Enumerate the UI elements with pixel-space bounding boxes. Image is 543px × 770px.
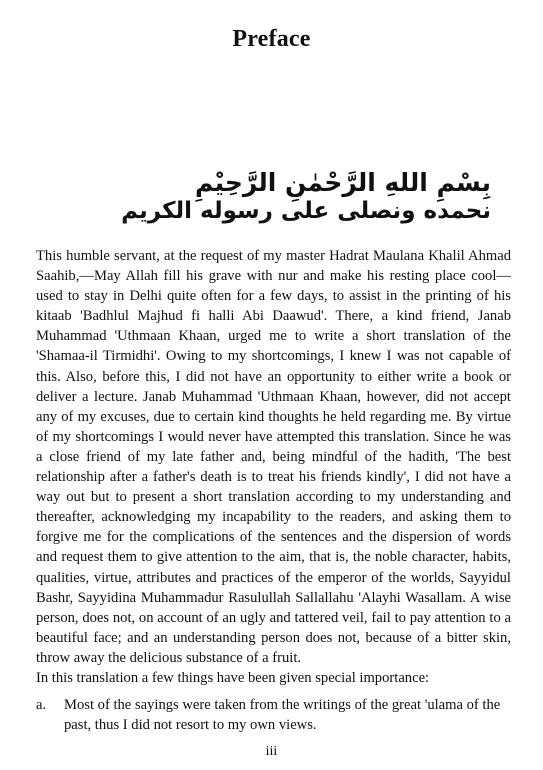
- list-marker: a.: [36, 697, 47, 713]
- arabic-basmala: بِسْمِ اللهِ الرَّحْمٰنِ الرَّحِيْمِ: [195, 168, 491, 197]
- list-item: [36, 695, 511, 735]
- list-item-text: Most of the sayings were taken from the writings of the great 'ulama of the past, thus I did not resort to my own views.: [64, 697, 501, 734]
- paragraph-intro-list: In this translation a few things have been given special importance:: [36, 669, 430, 686]
- page-title: Preface: [232, 26, 311, 52]
- page-number: iii: [265, 744, 278, 759]
- paragraph-main: This humble servant, at the request of my master Hadrat Maulana Khalil Ahmad Saahib,—May Allah fill his grave with nur and make his resting place cool—used to stay in Delhi quite often for a few days, to assist in the printing of his kitaab 'Badhlul Majhud fi halli Abi Daawud'. There, a kind friend, Janab Muhammad 'Uthmaan Khaan, urged me to write a short translation of the 'Shamaa-il Tirmidhi'. Owing to my shortcomings, I knew I was not capable of this. Also, before this, I did not have an opportunity to either write a book or deliver a lecture. Janab Muhammad 'Uthmaan Khaan, however, did not accept any of my excuses, due to certain kind thoughts he held regarding me. By virtue of my shortcomings I would never have attempted this translation. Since he was a close friend of my late father and, being mindful of the hadith, 'The best relationship after a father's death is to treat his friends kindly', I did not have a way out but to present a short translation according to my understanding and thereafter, acknowledging my incapability to the readers, and asking them to forgive me for the complications of the sentences and the dispersion of words and request them to give attention to the aim, that is, the noble character, habits, qualities, virtue, attributes and practices of the emperor of the worlds, Sayyidul Bashr, Sayyidina Muhammadur Rasulullah Sallallahu 'Alayhi Wasallam. A wise person, does not, on account of an ugly and tattered veil, fail to pay attention to a beautiful face; and an understanding person does not, because of a bitter skin, throw away the delicious substance of a fruit.: [36, 248, 511, 666]
- arabic-salutation: نحمده ونصلى على رسوله الكريم: [121, 198, 491, 224]
- preface-body: [36, 246, 511, 688]
